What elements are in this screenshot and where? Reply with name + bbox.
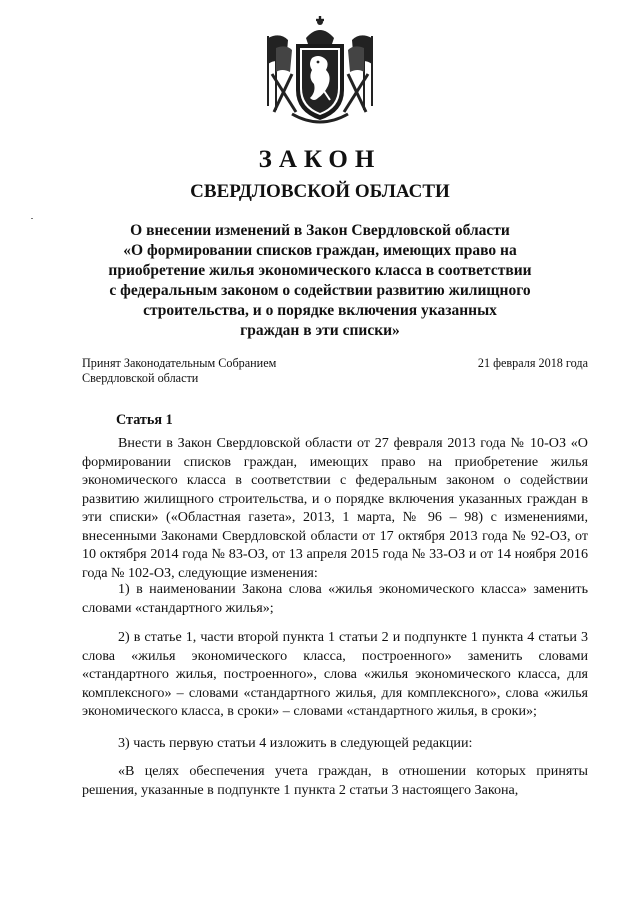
- law-heading-line: граждан в эти списки»: [240, 322, 400, 339]
- law-heading-line: строительства, и о порядке включения указанных: [143, 302, 497, 319]
- article-paragraph: 1) в наименовании Закона слова «жилья экономического класса» заменить словами «стандартного жилья»;: [82, 581, 588, 616]
- document-type-title: ЗАКОН: [258, 146, 382, 173]
- article-paragraph: Внести в Закон Свердловской области от 27 февраля 2013 года № 10-ОЗ «О формировании списков граждан, имеющих право на приобретение жилья экономического класса в соответствии с федеральным законом о содействии развитию жилищного строительства, и о порядке включения указанных граждан в эти списки» («Областная газета», 2013, 1 марта, № 96 – 98) с изменениями, внесенными Законами Свердловской области от 17 октября 2013 года № 92-ОЗ, от 10 октября 2014 года № 83-ОЗ, от 13 апреля 2015 года № 33-ОЗ и от 14 ноября 2016 года № 102-ОЗ, следующие изменения:: [82, 435, 588, 581]
- crown-icon: [306, 16, 334, 44]
- region-title: СВЕРДЛОВСКОЙ ОБЛАСТИ: [190, 181, 450, 202]
- article-paragraph: «В целях обеспечения учета граждан, в отношении которых приняты решения, указанные в подпункте 1 пункта 2 статьи 3 настоящего Закона,: [82, 763, 588, 798]
- law-heading-line: с федеральным законом о содействии развитию жилищного: [109, 282, 531, 299]
- margin-mark: [31, 218, 33, 219]
- left-banners-icon: [268, 35, 296, 112]
- right-banners-icon: [344, 35, 372, 112]
- law-heading-line: «О формировании списков граждан, имеющих право на: [123, 242, 517, 259]
- law-heading-line: О внесении изменений в Закон Свердловской области: [130, 222, 510, 239]
- adoption-date: 21 февраля 2018 года: [477, 356, 588, 370]
- coat-of-arms-emblem: [262, 14, 378, 126]
- article-label: Статья 1: [116, 412, 173, 428]
- article-paragraph: 2) в статье 1, части второй пункта 1 статьи 2 и подпункте 1 пункта 4 статьи 3 слова «жилья экономического класса, построенного» заменить словами «стандартного жилья, построенного», слова «жилья экономического класса, для комплексного» – словами «стандартного жилья, для комплексного», слова «жилья экономического класса, в сроки» – словами «стандартного жилья, в сроки»;: [82, 629, 588, 719]
- adopted-by-text: Принят Законодательным Собранием Свердловской области: [82, 356, 277, 385]
- law-heading-line: приобретение жилья экономического класса в соответствии: [108, 262, 532, 279]
- article-paragraph: 3) часть первую статьи 4 изложить в следующей редакции:: [118, 735, 473, 751]
